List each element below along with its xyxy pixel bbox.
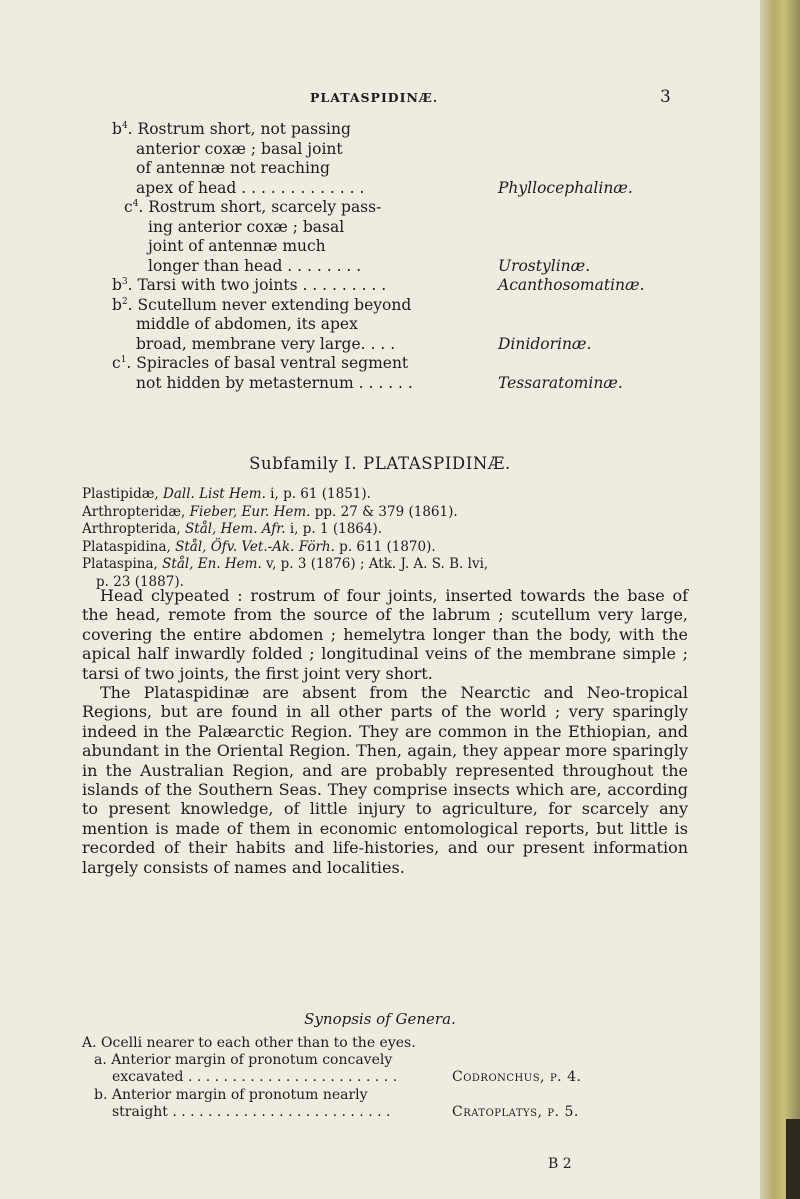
- key-text: . Rostrum short, not passing: [127, 120, 351, 138]
- synonym-continuation: p. 23 (1887).: [96, 573, 184, 590]
- synopsis-text: straight . . . . . . . . . . . . . . . . . . . . . . . . .: [112, 1103, 391, 1120]
- key-entry: [112, 276, 712, 296]
- key-label: b: [112, 120, 122, 138]
- synonym-name: Plataspidina,: [82, 538, 171, 555]
- synopsis-row: [82, 1052, 682, 1069]
- synopsis-row: [82, 1069, 682, 1086]
- synonym-name: Plastipidæ,: [82, 486, 159, 502]
- key-line: [124, 237, 712, 257]
- key-text: . Spiracles of basal ventral segment: [126, 354, 409, 372]
- body-paragraph: Head clypeated : rostrum of four joints, inserted towards the base of the head, remote from the source of the labrum ; scutellum very large, covering the entire abdomen ; hemelytra longer than the body, with the apical half inwardly folded ; longitudinal veins of the membrane simple ; tarsi of two joints, the first joint very short.: [82, 586, 688, 683]
- key-line: [112, 159, 712, 179]
- key-text: not hidden by metasternum . . . . . .: [136, 373, 413, 392]
- key-text: . Tarsi with two joints . . . . . . . . .: [127, 276, 387, 294]
- key-label-sup: 4: [132, 198, 139, 209]
- key-line: [124, 218, 712, 238]
- key-label: c: [124, 198, 133, 216]
- key-entry: [112, 120, 712, 198]
- key-text: anterior coxæ ; basal joint: [136, 139, 343, 158]
- synonymy-entry: [82, 521, 682, 539]
- synopsis-title: Synopsis of Genera.: [304, 1010, 456, 1028]
- page-edge: [760, 0, 800, 1199]
- synonymy-entry: [82, 504, 682, 522]
- key-label-sup: 4: [121, 120, 128, 131]
- body-paragraph: The Plataspidinæ are absent from the Nearctic and Neo-tropical Regions, but are found in all other parts of the world ; very sparingly indeed in the Palæarctic Region. They are common in the Ethiopian, and abundant in the Oriental Region. Then, again, they appear more sparingly in the Australian Region, and are probably represented throughout the islands of the Southern Seas. They comprise insects which are, according to present knowledge, of little injury to agriculture, for scarcely any mention is made of them in economic entomological reports, but little is recorded of their habits and life-histories, and our present information largely consists of names and localities.: [82, 683, 688, 877]
- identification-key: [112, 120, 712, 393]
- subfamily-heading: Subfamily I. PLATASPIDINÆ.: [249, 454, 511, 473]
- key-text: apex of head . . . . . . . . . . . . .: [136, 178, 365, 197]
- synonym-reference: i, p. 1 (1864).: [285, 521, 383, 537]
- synonym-reference: i, p. 61 (1851).: [265, 486, 371, 502]
- key-entry: [112, 296, 712, 355]
- key-taxon: Urostylinæ.: [498, 256, 591, 275]
- synopsis-row: [82, 1035, 682, 1052]
- key-label-sup: 3: [121, 276, 128, 287]
- key-line: [112, 354, 712, 374]
- key-label: b: [112, 276, 122, 294]
- synonymy-entry: [82, 539, 682, 557]
- key-line: [112, 315, 712, 335]
- page-edge-shadow: [786, 1119, 800, 1199]
- key-taxon: Dinidorinæ.: [498, 334, 592, 353]
- key-text: broad, membrane very large. . . .: [136, 334, 396, 353]
- synopsis-of-genera: [82, 1035, 682, 1121]
- key-label-sup: 1: [120, 354, 127, 365]
- key-label-sup: 2: [121, 296, 128, 307]
- synopsis-text: b. Anterior margin of pronotum nearly: [94, 1086, 368, 1103]
- synopsis-genus: Codronchus, p. 4.: [452, 1069, 582, 1086]
- synopsis-text: A. Ocelli nearer to each other than to the eyes.: [82, 1035, 416, 1051]
- synopsis-text: a. Anterior margin of pronotum concavely: [94, 1052, 393, 1069]
- key-line: [124, 257, 712, 277]
- page-header: [0, 87, 760, 110]
- key-text: longer than head . . . . . . . .: [148, 256, 362, 275]
- synonym-reference: v, p. 3 (1876) ; Atk. J. A. S. B. lvi,: [261, 556, 489, 572]
- key-entry: [112, 354, 712, 393]
- key-taxon: Acanthosomatinæ.: [498, 276, 645, 294]
- signature-mark: B 2: [548, 1156, 572, 1172]
- key-text: middle of abdomen, its apex: [136, 315, 358, 333]
- key-line: [112, 140, 712, 160]
- synonym-authority: Stål, En. Hem.: [162, 556, 262, 572]
- synonym-name: Plataspina,: [82, 556, 158, 572]
- synonym-name: Arthropterida,: [82, 521, 181, 537]
- synonym-authority: Stål, Hem. Afr.: [185, 521, 286, 537]
- synonym-reference: p. 611 (1870).: [334, 538, 436, 555]
- key-text: joint of antennæ much: [148, 237, 326, 255]
- synopsis-row: [82, 1087, 682, 1104]
- synonym-authority: Stål, Öfv. Vet.-Ak. Förh.: [175, 538, 335, 555]
- synopsis-row: [82, 1104, 682, 1121]
- key-taxon: Tessaratominæ.: [498, 373, 623, 392]
- synopsis-genus: Cratoplatys, p. 5.: [452, 1103, 579, 1120]
- key-text: . Scutellum never extending beyond: [127, 295, 412, 314]
- synonym-authority: Dall. List Hem.: [163, 486, 266, 502]
- key-text: of antennæ not reaching: [136, 159, 330, 177]
- body-text: [82, 586, 688, 877]
- synonymy-entry: [82, 486, 682, 504]
- key-entry: [124, 198, 712, 276]
- key-line: [112, 296, 712, 316]
- key-line: [112, 120, 712, 140]
- key-text: . Rostrum short, scarcely pass-: [138, 198, 382, 216]
- synonym-name: Arthropteridæ,: [82, 503, 186, 520]
- key-line: [124, 198, 712, 218]
- key-text: ing anterior coxæ ; basal: [148, 217, 345, 236]
- running-head: PLATASPIDINÆ.: [310, 90, 439, 105]
- key-label: b: [112, 295, 122, 314]
- synonym-authority: Fieber, Eur. Hem.: [189, 503, 311, 520]
- key-label: c: [112, 354, 121, 372]
- synopsis-text: excavated . . . . . . . . . . . . . . . . . . . . . . . .: [112, 1069, 398, 1086]
- key-taxon: Phyllocephalinæ.: [498, 178, 633, 197]
- synonymy-list: [82, 486, 682, 591]
- page-number: 3: [660, 87, 671, 107]
- synonym-reference: pp. 27 & 379 (1861).: [310, 503, 458, 520]
- key-line: [112, 335, 712, 355]
